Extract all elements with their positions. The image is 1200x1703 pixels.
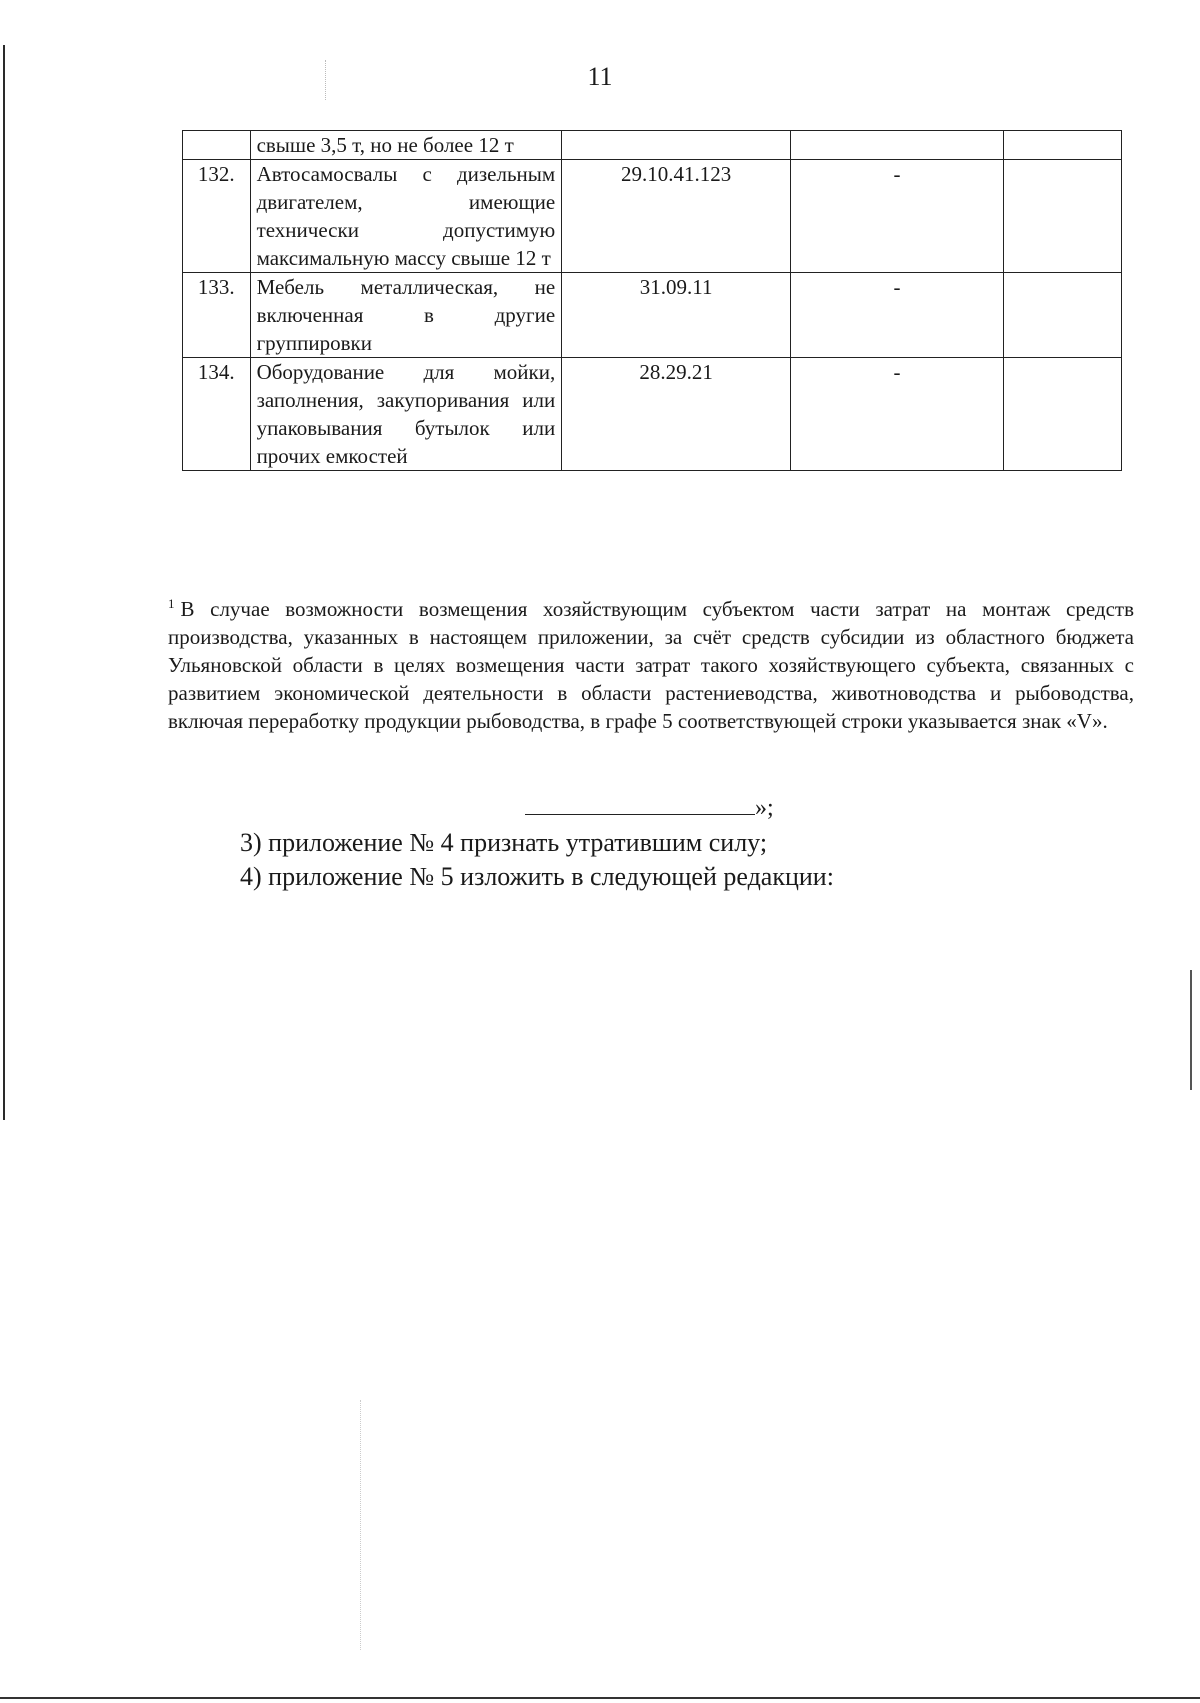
- row-mark: -: [791, 358, 1004, 471]
- row-v: [1003, 131, 1121, 160]
- row-code: 28.29.21: [562, 358, 791, 471]
- row-v: [1003, 273, 1121, 358]
- row-number: [183, 131, 251, 160]
- table-row: [183, 358, 1122, 471]
- row-name: свыше 3,5 т, но не более 12 т: [250, 131, 562, 160]
- row-mark: -: [791, 273, 1004, 358]
- row-code: 31.09.11: [562, 273, 791, 358]
- row-v: [1003, 160, 1121, 273]
- scan-left-border: [3, 45, 5, 1120]
- page-number: 11: [587, 62, 613, 91]
- row-name: Мебель металлическая, не включенная в другие группировки: [250, 273, 562, 358]
- scan-right-border: [1190, 970, 1192, 1090]
- footnote-text: В случае возможности возмещения хозяйствующим субъектом части затрат на монтаж средств производства, указанных в настоящем приложении, за счёт средств субсидии из областного бюджета Ульяновской области в целях возмещения части затрат такого хозяйствующего субъекта, связанных с развитием экономической деятельности в области растениеводства, животноводства и рыбоводства, включая переработку продукции рыбоводства, в графе 5 соответствующей строки указывается знак «V».: [168, 597, 1134, 733]
- row-number: 134.: [183, 358, 251, 471]
- closing-quote: »;: [755, 795, 774, 821]
- item-3: 3) приложение № 4 признать утратившим силу;: [240, 828, 768, 857]
- item-4: 4) приложение № 5 изложить в следующей редакции:: [240, 862, 834, 891]
- row-v: [1003, 358, 1121, 471]
- equipment-table: [182, 130, 1122, 471]
- footnote: [168, 590, 1134, 735]
- row-mark: -: [791, 160, 1004, 273]
- row-number: 133.: [183, 273, 251, 358]
- scan-bottom-border: [0, 1697, 1200, 1699]
- scan-artifact: [360, 1400, 362, 1650]
- footnote-marker: 1: [168, 596, 175, 611]
- row-name: Автосамосвалы с дизельным двигателем, имеющие технически допустимую максимальную массу свыше 12 т: [250, 160, 562, 273]
- table-row: [183, 273, 1122, 358]
- row-mark: [791, 131, 1004, 160]
- table-row: [183, 131, 1122, 160]
- row-name: Оборудование для мойки, заполнения, закупоривания или упаковывания бутылок или прочих емкостей: [250, 358, 562, 471]
- table-row: [183, 160, 1122, 273]
- closing-mark: [525, 795, 774, 822]
- row-code: 29.10.41.123: [562, 160, 791, 273]
- row-code: [562, 131, 791, 160]
- row-number: 132.: [183, 160, 251, 273]
- signature-line: [525, 798, 755, 815]
